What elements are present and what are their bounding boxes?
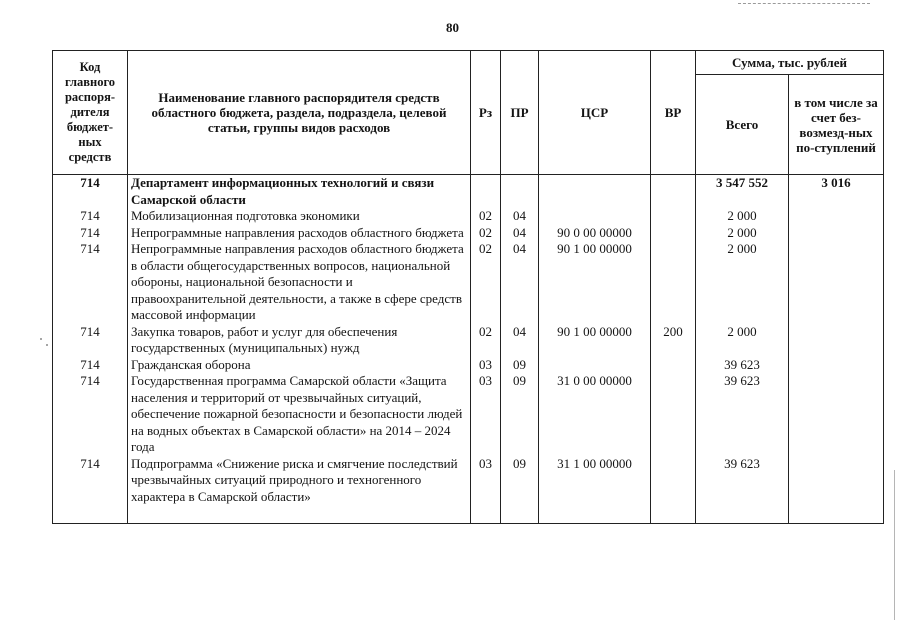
cell-name: Государственная программа Самарской области «Защита населения и территорий от чрезвычайных ситуаций, обеспечение пожарной безопасности и безопасности людей на водных объектах в Самарской области» на 2014 – 2024 года xyxy=(128,373,471,456)
cell-vr: 200 xyxy=(651,324,696,357)
cell-free xyxy=(789,241,884,324)
header-name: Наименование главного распорядителя средств областного бюджета, раздела, подраздела, целевой статьи, группы видов расходов xyxy=(128,51,471,175)
page-number: 80 xyxy=(446,20,459,35)
cell-rz: 02 xyxy=(471,225,501,242)
cell-free: 3 016 xyxy=(789,175,884,209)
header-free-receipts: в том числе за счет без-возмезд-ных по-ступлений xyxy=(789,75,884,175)
cell-csr xyxy=(539,175,651,209)
cell-rz: 03 xyxy=(471,357,501,374)
cell-csr: 90 1 00 00000 xyxy=(539,324,651,357)
cell-name: Подпрограмма «Снижение риска и смягчение последствий чрезвычайных ситуаций природного и техногенного характера в Самарской области» xyxy=(128,456,471,506)
cell-free xyxy=(789,225,884,242)
cell-code: 714 xyxy=(53,241,128,324)
table-row xyxy=(53,373,884,456)
cell-pr: 09 xyxy=(501,357,539,374)
cell-code: 714 xyxy=(53,208,128,225)
cell-code: 714 xyxy=(53,373,128,456)
scan-speck xyxy=(40,338,42,340)
cell-rz: 02 xyxy=(471,324,501,357)
cell-vr xyxy=(651,357,696,374)
cell-csr: 90 0 00 00000 xyxy=(539,225,651,242)
cell-csr: 31 1 00 00000 xyxy=(539,456,651,506)
cell-csr: 90 1 00 00000 xyxy=(539,241,651,324)
cell-free xyxy=(789,324,884,357)
cell-pr: 09 xyxy=(501,456,539,506)
cell-pr: 04 xyxy=(501,241,539,324)
table-row xyxy=(53,456,884,506)
cell-total: 39 623 xyxy=(696,456,789,506)
cell-name: Непрограммные направления расходов областного бюджета в области общегосударственных вопросов, национальной обороны, национальной безопасности и правоохранительной деятельности, а также в сфере средств массовой информации xyxy=(128,241,471,324)
cell-pr: 04 xyxy=(501,324,539,357)
cell-free xyxy=(789,373,884,456)
cell-name: Непрограммные направления расходов областного бюджета xyxy=(128,225,471,242)
cell-vr xyxy=(651,456,696,506)
cell-name: Закупка товаров, работ и услуг для обеспечения государственных (муниципальных) нужд xyxy=(128,324,471,357)
cell-csr xyxy=(539,357,651,374)
cell-name: Департамент информационных технологий и связи Самарской области xyxy=(128,175,471,209)
cell-code: 714 xyxy=(53,456,128,506)
table-row xyxy=(53,225,884,242)
cell-total: 2 000 xyxy=(696,225,789,242)
cell-free xyxy=(789,208,884,225)
cell-vr xyxy=(651,241,696,324)
cell-total: 2 000 xyxy=(696,208,789,225)
table-row xyxy=(53,208,884,225)
cell-name: Мобилизационная подготовка экономики xyxy=(128,208,471,225)
cell-pr xyxy=(501,175,539,209)
cell-total: 39 623 xyxy=(696,373,789,456)
scan-edge-mark xyxy=(738,3,870,4)
header-vr: ВР xyxy=(651,51,696,175)
cell-vr xyxy=(651,373,696,456)
cell-rz: 03 xyxy=(471,373,501,456)
cell-code: 714 xyxy=(53,357,128,374)
cell-rz: 02 xyxy=(471,208,501,225)
header-csr: ЦСР xyxy=(539,51,651,175)
cell-rz xyxy=(471,175,501,209)
table-row xyxy=(53,175,884,209)
cell-total: 2 000 xyxy=(696,324,789,357)
header-code: Код главного распоря-дителя бюджет-ных средств xyxy=(53,51,128,175)
table-end-row xyxy=(53,505,884,524)
cell-vr xyxy=(651,175,696,209)
header-pr: ПР xyxy=(501,51,539,175)
header-amount-group: Сумма, тыс. рублей xyxy=(696,51,884,75)
cell-total: 3 547 552 xyxy=(696,175,789,209)
cell-code: 714 xyxy=(53,324,128,357)
cell-vr xyxy=(651,208,696,225)
scan-edge-line xyxy=(894,470,895,620)
header-total: Всего xyxy=(696,75,789,175)
table-header xyxy=(53,51,884,175)
cell-csr: 31 0 00 00000 xyxy=(539,373,651,456)
cell-total: 39 623 xyxy=(696,357,789,374)
cell-total: 2 000 xyxy=(696,241,789,324)
table-row xyxy=(53,324,884,357)
cell-vr xyxy=(651,225,696,242)
table-row xyxy=(53,241,884,324)
cell-pr: 04 xyxy=(501,208,539,225)
cell-csr xyxy=(539,208,651,225)
cell-code: 714 xyxy=(53,225,128,242)
cell-rz: 02 xyxy=(471,241,501,324)
cell-pr: 04 xyxy=(501,225,539,242)
budget-table xyxy=(52,50,884,524)
cell-pr: 09 xyxy=(501,373,539,456)
cell-name: Гражданская оборона xyxy=(128,357,471,374)
cell-code: 714 xyxy=(53,175,128,209)
cell-free xyxy=(789,357,884,374)
cell-rz: 03 xyxy=(471,456,501,506)
cell-free xyxy=(789,456,884,506)
table-row xyxy=(53,357,884,374)
header-rz: Рз xyxy=(471,51,501,175)
scan-speck xyxy=(46,344,48,346)
